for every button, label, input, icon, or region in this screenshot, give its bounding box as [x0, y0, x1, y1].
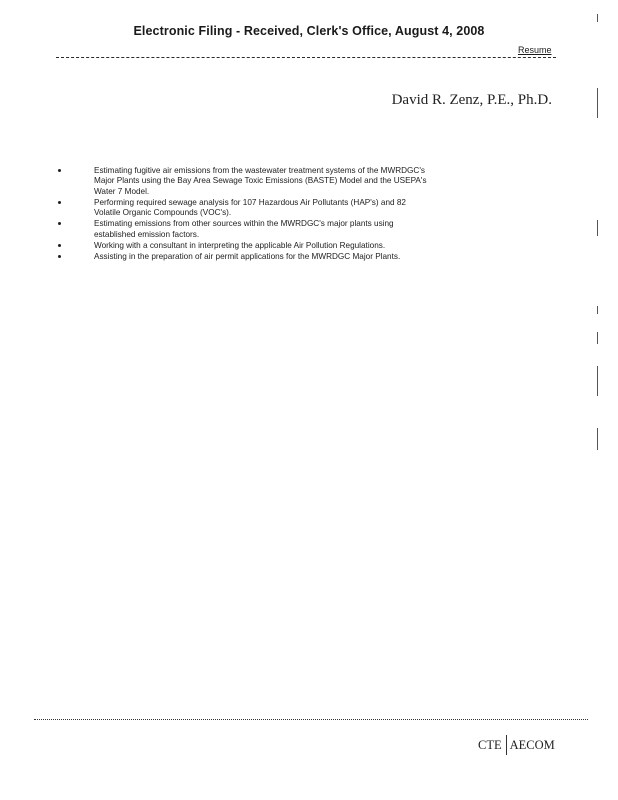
bullet-icon — [58, 169, 61, 172]
list-item-text: Working with a consultant in interpreting the applicable Air Pollution Regulations. — [94, 241, 386, 251]
section-label: Resume — [518, 45, 552, 55]
logo-separator — [506, 735, 507, 755]
list-item — [58, 252, 428, 262]
author-name: David R. Zenz, P.E., Ph.D. — [391, 92, 552, 108]
bullet-icon — [58, 244, 61, 247]
list-item — [58, 241, 428, 251]
list-item — [58, 198, 428, 219]
bullet-icon — [58, 201, 61, 204]
list-item-text: Assisting in the preparation of air permit applications for the MWRDGC Major Plants. — [94, 252, 401, 262]
list-item — [58, 166, 428, 197]
footer-divider — [34, 719, 588, 720]
list-item-text: Estimating fugitive air emissions from the wastewater treatment systems of the MWRDGC's Major Plants using the Bay Area Sewage Toxic Emissions (BASTE) Model and the USEPA's Water 7 Model. — [94, 166, 427, 196]
header-divider — [56, 57, 556, 58]
list-item — [58, 219, 428, 240]
scan-artifact-marks — [597, 14, 601, 484]
logo-left-text: CTE — [478, 737, 502, 752]
logo-right-text: AECOM — [509, 737, 555, 752]
bullet-icon — [58, 222, 61, 225]
list-item-text: Estimating emissions from other sources within the MWRDGC's major plants using established emission factors. — [94, 219, 394, 239]
bullet-icon — [58, 255, 61, 258]
list-item-text: Performing required sewage analysis for 107 Hazardous Air Pollutants (HAP's) and 82 Volatile Organic Compounds (VOC's). — [94, 197, 406, 218]
responsibilities-list — [58, 166, 428, 264]
company-logo — [478, 735, 555, 755]
page-header-title: Electronic Filing - Received, Clerk's Office, August 4, 2008 — [133, 24, 485, 38]
